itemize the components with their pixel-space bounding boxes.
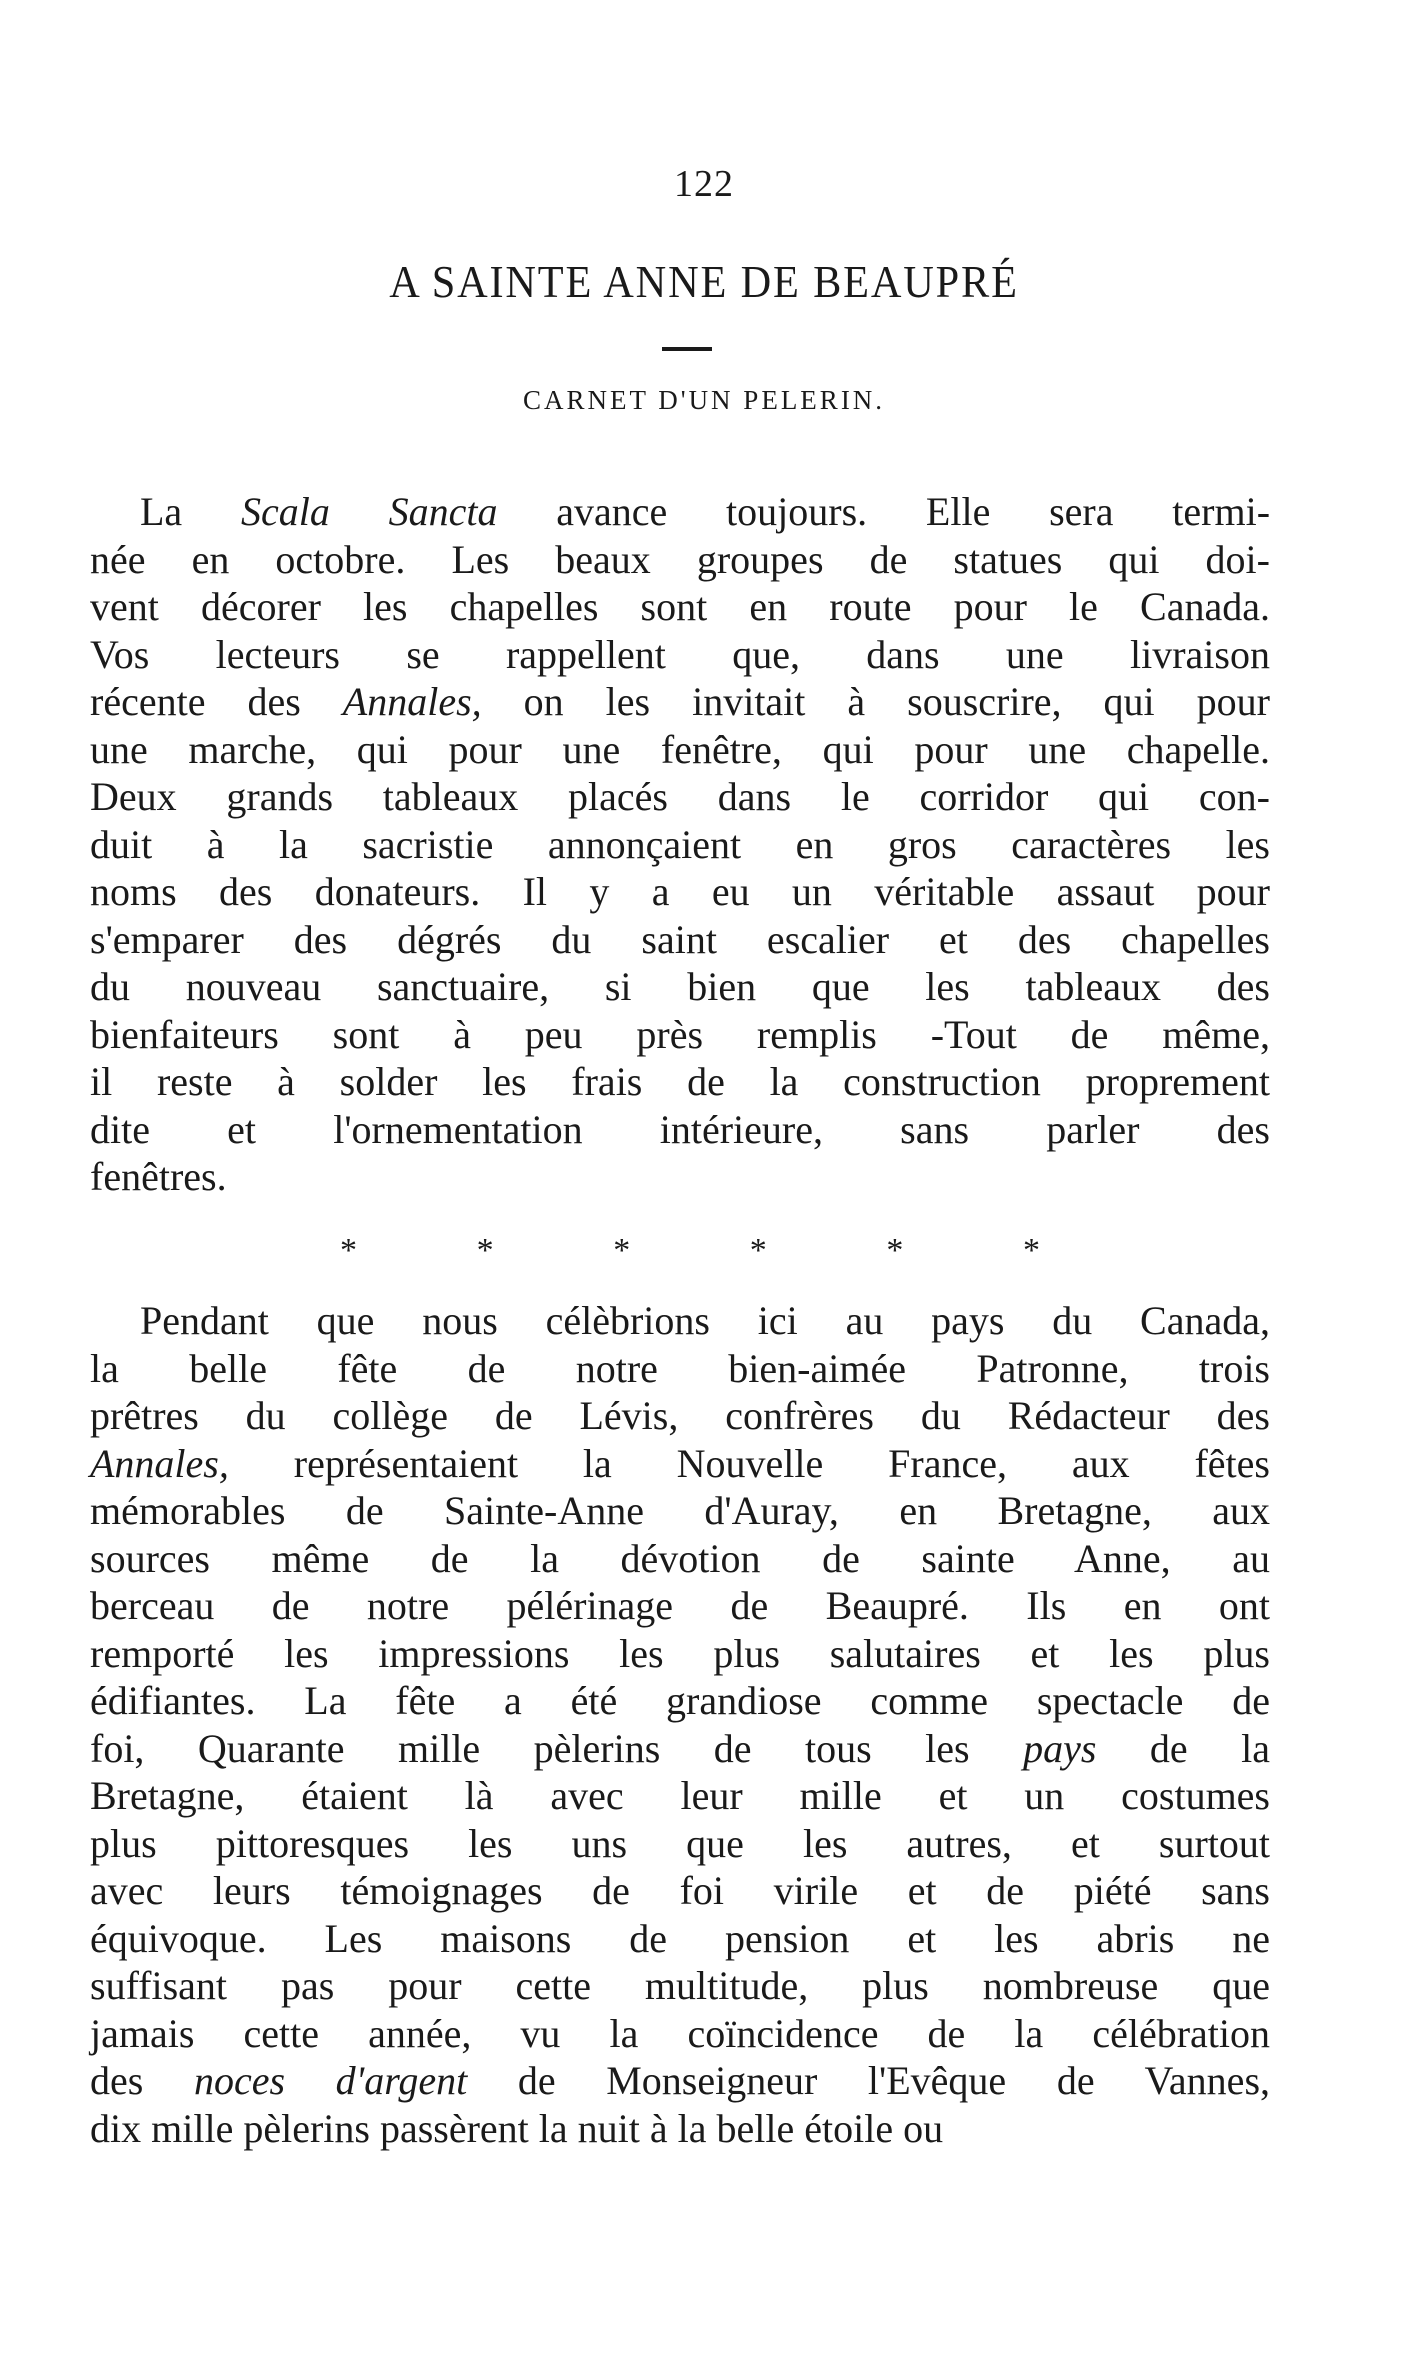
text-line (90, 1725, 1270, 1773)
title-rule (662, 347, 712, 351)
italic-text: Annales, (90, 1440, 229, 1486)
text-line (90, 1058, 1270, 1106)
text-line (90, 1677, 1270, 1725)
page-number: 122 (674, 163, 734, 205)
asterisk: * (886, 1232, 904, 1269)
text-segment: foi, Quarante mille pèlerins de tous les (90, 1725, 1024, 1771)
text-segment: du nouveau sanctuaire, si bien que les tableaux des (90, 964, 1270, 1009)
text-line (90, 1011, 1270, 1059)
text-segment: dix mille pèlerins passèrent la nuit à la belle étoile ou (90, 2105, 944, 2151)
text-segment: la belle fête de notre bien-aimée Patronne, trois (90, 1345, 1270, 1391)
text-segment: suffisant pas pour cette multitude, plus nombreuse que (90, 1963, 1270, 2008)
text-segment: bienfaiteurs sont à peu près remplis -Tout de même, (90, 1011, 1270, 1057)
italic-text: noces d'argent (193, 2058, 468, 2103)
text-segment: équivoque. Les maisons de pension et les abris ne (90, 1915, 1270, 1961)
text-segment: noms des donateurs. Il y a eu un véritable assaut pour (90, 869, 1270, 914)
asterisk: * (1022, 1232, 1040, 1269)
text-line (90, 916, 1270, 964)
text-line (90, 726, 1270, 774)
text-segment: Deux grands tableaux placés dans le corridor qui con- (90, 774, 1270, 819)
asterisk: * (613, 1232, 631, 1269)
text-line (90, 1106, 1270, 1154)
text-segment: avance toujours. Elle sera termi- (497, 489, 1271, 534)
text-line (90, 1962, 1270, 2010)
paragraph-2 (90, 1297, 1270, 2152)
text-segment: duit à la sacristie annonçaient en gros caractères les (90, 821, 1270, 867)
text-line (90, 1345, 1270, 1393)
text-line (90, 1297, 1270, 1345)
text-line (90, 536, 1270, 584)
text-line (90, 631, 1270, 679)
paragraph-1 (90, 488, 1270, 1201)
chapter-subtitle: CARNET D'UN PELERIN. (522, 385, 886, 415)
text-line (90, 773, 1270, 821)
text-line (90, 678, 1270, 726)
text-segment: vent décorer les chapelles sont en route pour le Canada. (90, 584, 1270, 629)
italic-text: Scala Sancta (240, 489, 498, 534)
text-segment: on les invitait à souscrire, qui pour (481, 679, 1270, 724)
text-line (90, 1392, 1270, 1440)
text-line (90, 1867, 1270, 1915)
text-segment: Vos lecteurs se rappellent que, dans une livraison (90, 631, 1270, 677)
text-line (90, 1440, 1270, 1488)
text-line (90, 1153, 1270, 1201)
text-segment: La (140, 489, 241, 534)
text-line (90, 583, 1270, 631)
text-segment: mémorables de Sainte-Anne d'Auray, en Bretagne, aux (90, 1488, 1270, 1533)
text-segment: Bretagne, étaient là avec leur mille et un costumes (90, 1773, 1270, 1818)
text-line (90, 1535, 1270, 1583)
text-line (90, 1487, 1270, 1535)
text-segment: une marche, qui pour une fenêtre, qui pour une chapelle. (90, 726, 1270, 772)
text-segment: représentaient la Nouvelle France, aux fêtes (228, 1440, 1270, 1486)
text-segment: née en octobre. Les beaux groupes de statues qui doi- (90, 536, 1270, 582)
text-segment: prêtres du collège de Lévis, confrères du Rédacteur des (90, 1393, 1270, 1438)
text-segment: édifiantes. La fête a été grandiose comme spectacle de (90, 1678, 1270, 1723)
text-segment: il reste à solder les frais de la construction proprement (90, 1059, 1270, 1104)
text-segment: de Monseigneur l'Evêque de Vannes, (467, 2058, 1271, 2103)
text-segment: sources même de la dévotion de sainte Anne, au (90, 1535, 1270, 1581)
text-line (90, 1915, 1270, 1963)
text-line (90, 1582, 1270, 1630)
text-line (90, 868, 1270, 916)
text-line (90, 488, 1270, 536)
text-line (90, 1630, 1270, 1678)
section-separator (340, 1232, 1040, 1270)
text-segment: plus pittoresques les uns que les autres, et surtout (90, 1820, 1270, 1866)
chapter-title: A SAINTE ANNE DE BEAUPRÉ (389, 256, 1019, 307)
text-segment: récente des (90, 679, 343, 724)
text-segment: remporté les impressions les plus salutaires et les plus (90, 1630, 1270, 1676)
text-line (90, 2105, 1270, 2153)
text-line (90, 2057, 1270, 2105)
italic-text: Annales, (342, 679, 482, 724)
text-segment: avec leurs témoignages de foi virile et de piété sans (90, 1868, 1270, 1913)
text-segment: de la (1096, 1725, 1270, 1771)
text-segment: jamais cette année, vu la coïncidence de la célébration (90, 2010, 1270, 2056)
italic-text: pays (1023, 1725, 1097, 1771)
text-line (90, 1820, 1270, 1868)
asterisk: * (476, 1232, 494, 1269)
text-segment: dite et l'ornementation intérieure, sans parler des (90, 1106, 1270, 1152)
text-segment: s'emparer des dégrés du saint escalier et des chapelles (90, 916, 1270, 962)
text-line (90, 2010, 1270, 2058)
text-segment: Pendant que nous célèbrions ici au pays du Canada, (140, 1298, 1270, 1343)
text-segment: des (90, 2058, 194, 2103)
text-line (90, 821, 1270, 869)
text-line (90, 1772, 1270, 1820)
text-line (90, 963, 1270, 1011)
asterisk: * (340, 1232, 357, 1269)
asterisk: * (749, 1232, 767, 1269)
text-segment: fenêtres. (90, 1154, 227, 1199)
text-segment: berceau de notre pélérinage de Beaupré. Ils en ont (90, 1583, 1270, 1628)
